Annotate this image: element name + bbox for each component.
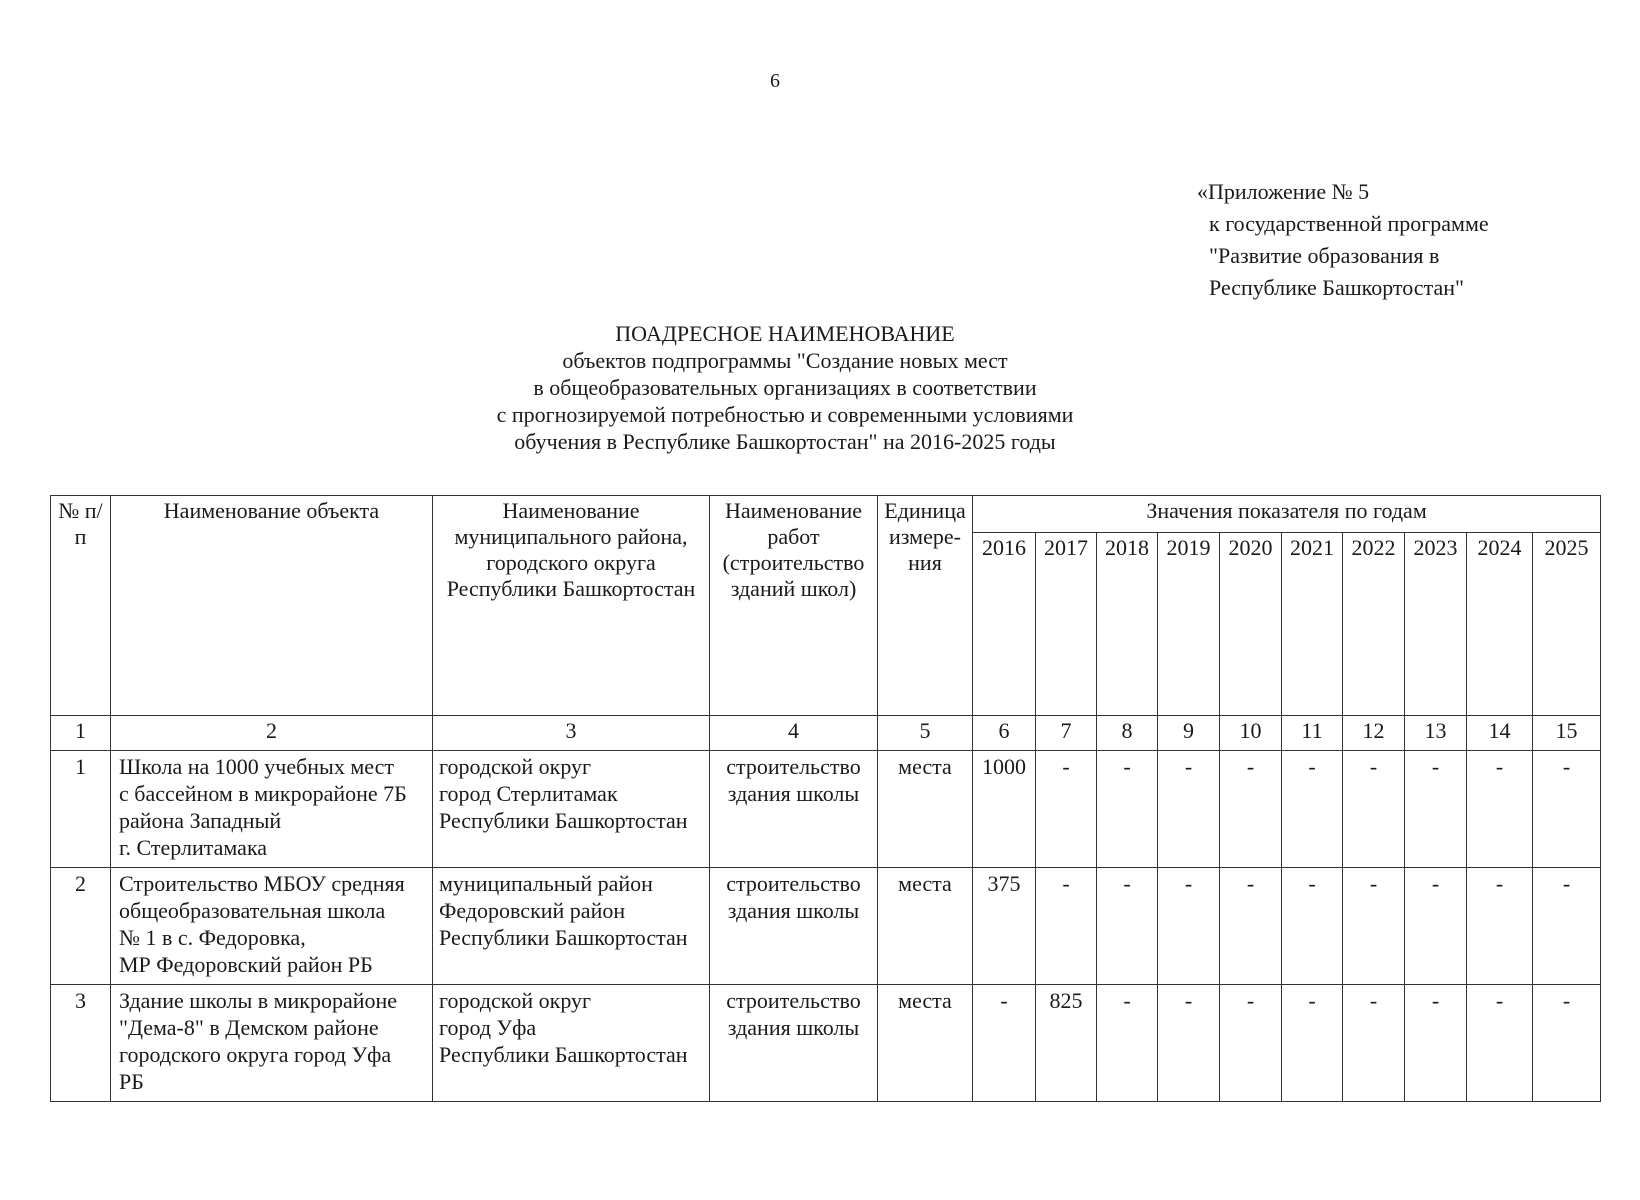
year-value: -: [1036, 868, 1097, 985]
object-line: Строительство МБОУ средняя: [119, 871, 405, 896]
object-line: Здание школы в микрорайоне: [119, 988, 398, 1013]
appendix-note: [1197, 176, 1489, 304]
appendix-line: Республике Башкортостан": [1209, 275, 1464, 300]
municipality-line: Федоровский район: [439, 898, 626, 923]
municipality-line: Республики Башкортостан: [439, 808, 688, 833]
title-line: с прогнозируемой потребностью и современными условиями: [496, 402, 1074, 427]
appendix-line: «Приложение № 5: [1197, 179, 1370, 204]
year-value: -: [1097, 985, 1158, 1102]
header-year: 2016: [973, 533, 1036, 716]
works-name: [710, 751, 878, 868]
municipality-line: городской округ: [439, 988, 592, 1013]
appendix-line: "Развитие образования в: [1209, 243, 1440, 268]
year-value: -: [1158, 868, 1220, 985]
column-number: 7: [1036, 716, 1097, 751]
table-row: [51, 985, 1601, 1102]
object-line: Школа на 1000 учебных мест: [119, 754, 394, 779]
column-number-row: [51, 716, 1601, 751]
year-value: -: [1220, 868, 1282, 985]
column-number: 8: [1097, 716, 1158, 751]
header-municipality: Наименование муниципального района, городского округа Республики Башкортостан: [433, 496, 710, 716]
year-value: -: [1533, 985, 1601, 1102]
works-name: [710, 985, 878, 1102]
municipality-line: Республики Башкортостан: [439, 925, 688, 950]
object-line: городского округа город Уфа: [119, 1042, 392, 1067]
object-line: с бассейном в микрорайоне 7Б: [119, 781, 407, 806]
header-year: 2018: [1097, 533, 1158, 716]
municipality-line: городской округ: [439, 754, 592, 779]
header-year: 2017: [1036, 533, 1097, 716]
object-name: [111, 985, 433, 1102]
column-number: 6: [973, 716, 1036, 751]
table-row: [51, 868, 1601, 985]
works-line: здания школы: [727, 898, 860, 923]
page-number: 6: [770, 70, 780, 92]
works-line: строительство: [726, 871, 861, 896]
column-number: 9: [1158, 716, 1220, 751]
works-line: строительство: [726, 754, 861, 779]
year-value: -: [1097, 868, 1158, 985]
column-number: 4: [710, 716, 878, 751]
object-line: г. Стерлитамака: [119, 835, 268, 860]
column-number: 1: [51, 716, 111, 751]
year-value: -: [973, 985, 1036, 1102]
year-value: 825: [1036, 985, 1097, 1102]
year-value: -: [1405, 751, 1467, 868]
year-value: -: [1097, 751, 1158, 868]
year-value: 1000: [973, 751, 1036, 868]
row-num: 2: [51, 868, 111, 985]
municipality-line: Республики Башкортостан: [439, 1042, 688, 1067]
row-num: 3: [51, 985, 111, 1102]
header-object: Наименование объекта: [111, 496, 433, 716]
column-number: 5: [878, 716, 973, 751]
column-number: 13: [1405, 716, 1467, 751]
header-year: 2020: [1220, 533, 1282, 716]
header-works: Наименование работ (строительство зданий школ): [710, 496, 878, 716]
object-name: [111, 868, 433, 985]
title-main: ПОАДРЕСНОЕ НАИМЕНОВАНИЕ: [615, 321, 955, 346]
year-value: -: [1158, 751, 1220, 868]
header-unit: Единица измере-ния: [878, 496, 973, 716]
column-number: 15: [1533, 716, 1601, 751]
header-year: 2025: [1533, 533, 1601, 716]
year-value: -: [1467, 985, 1533, 1102]
header-years-caption: Значения показателя по годам: [973, 496, 1601, 533]
object-line: "Дема-8" в Демском районе: [119, 1015, 379, 1040]
municipality-name: [433, 751, 710, 868]
works-name: [710, 868, 878, 985]
header-year: 2019: [1158, 533, 1220, 716]
column-number: 3: [433, 716, 710, 751]
column-number: 10: [1220, 716, 1282, 751]
year-value: -: [1467, 751, 1533, 868]
year-value: -: [1343, 868, 1405, 985]
object-line: района Западный: [119, 808, 282, 833]
object-name: [111, 751, 433, 868]
header-year: 2022: [1343, 533, 1405, 716]
appendix-line: к государственной программе: [1209, 211, 1489, 236]
year-value: 375: [973, 868, 1036, 985]
municipality-line: город Стерлитамак: [439, 781, 618, 806]
works-line: строительство: [726, 988, 861, 1013]
year-value: -: [1282, 751, 1343, 868]
year-value: -: [1282, 985, 1343, 1102]
title-line: обучения в Республике Башкортостан" на 2016-2025 годы: [514, 429, 1056, 454]
year-value: -: [1533, 751, 1601, 868]
table-row: [51, 751, 1601, 868]
object-line: МР Федоровский район РБ: [119, 952, 373, 977]
document-title: [420, 320, 1150, 455]
year-value: -: [1036, 751, 1097, 868]
unit: места: [878, 868, 973, 985]
header-year: 2021: [1282, 533, 1343, 716]
column-number: 12: [1343, 716, 1405, 751]
municipality-name: [433, 868, 710, 985]
municipality-line: муниципальный район: [439, 871, 653, 896]
header-year: 2024: [1467, 533, 1533, 716]
column-number: 14: [1467, 716, 1533, 751]
year-value: -: [1405, 985, 1467, 1102]
year-value: -: [1282, 868, 1343, 985]
row-num: 1: [51, 751, 111, 868]
works-line: здания школы: [727, 1015, 860, 1040]
unit: места: [878, 751, 973, 868]
year-value: -: [1467, 868, 1533, 985]
year-value: -: [1405, 868, 1467, 985]
year-value: -: [1220, 751, 1282, 868]
column-number: 2: [111, 716, 433, 751]
title-line: в общеобразовательных организациях в соответствии: [533, 375, 1037, 400]
year-value: -: [1533, 868, 1601, 985]
municipality-line: город Уфа: [439, 1015, 537, 1040]
object-line: № 1 в с. Федоровка,: [119, 925, 306, 950]
header-num: № п/п: [51, 496, 111, 716]
year-value: -: [1343, 751, 1405, 868]
municipality-name: [433, 985, 710, 1102]
object-line: РБ: [119, 1069, 144, 1094]
year-value: -: [1158, 985, 1220, 1102]
header-year: 2023: [1405, 533, 1467, 716]
objects-table: [50, 495, 1601, 1102]
year-value: -: [1343, 985, 1405, 1102]
column-number: 11: [1282, 716, 1343, 751]
year-value: -: [1220, 985, 1282, 1102]
unit: места: [878, 985, 973, 1102]
object-line: общеобразовательная школа: [119, 898, 386, 923]
works-line: здания школы: [727, 781, 860, 806]
title-line: объектов подпрограммы "Создание новых мест: [562, 348, 1008, 373]
